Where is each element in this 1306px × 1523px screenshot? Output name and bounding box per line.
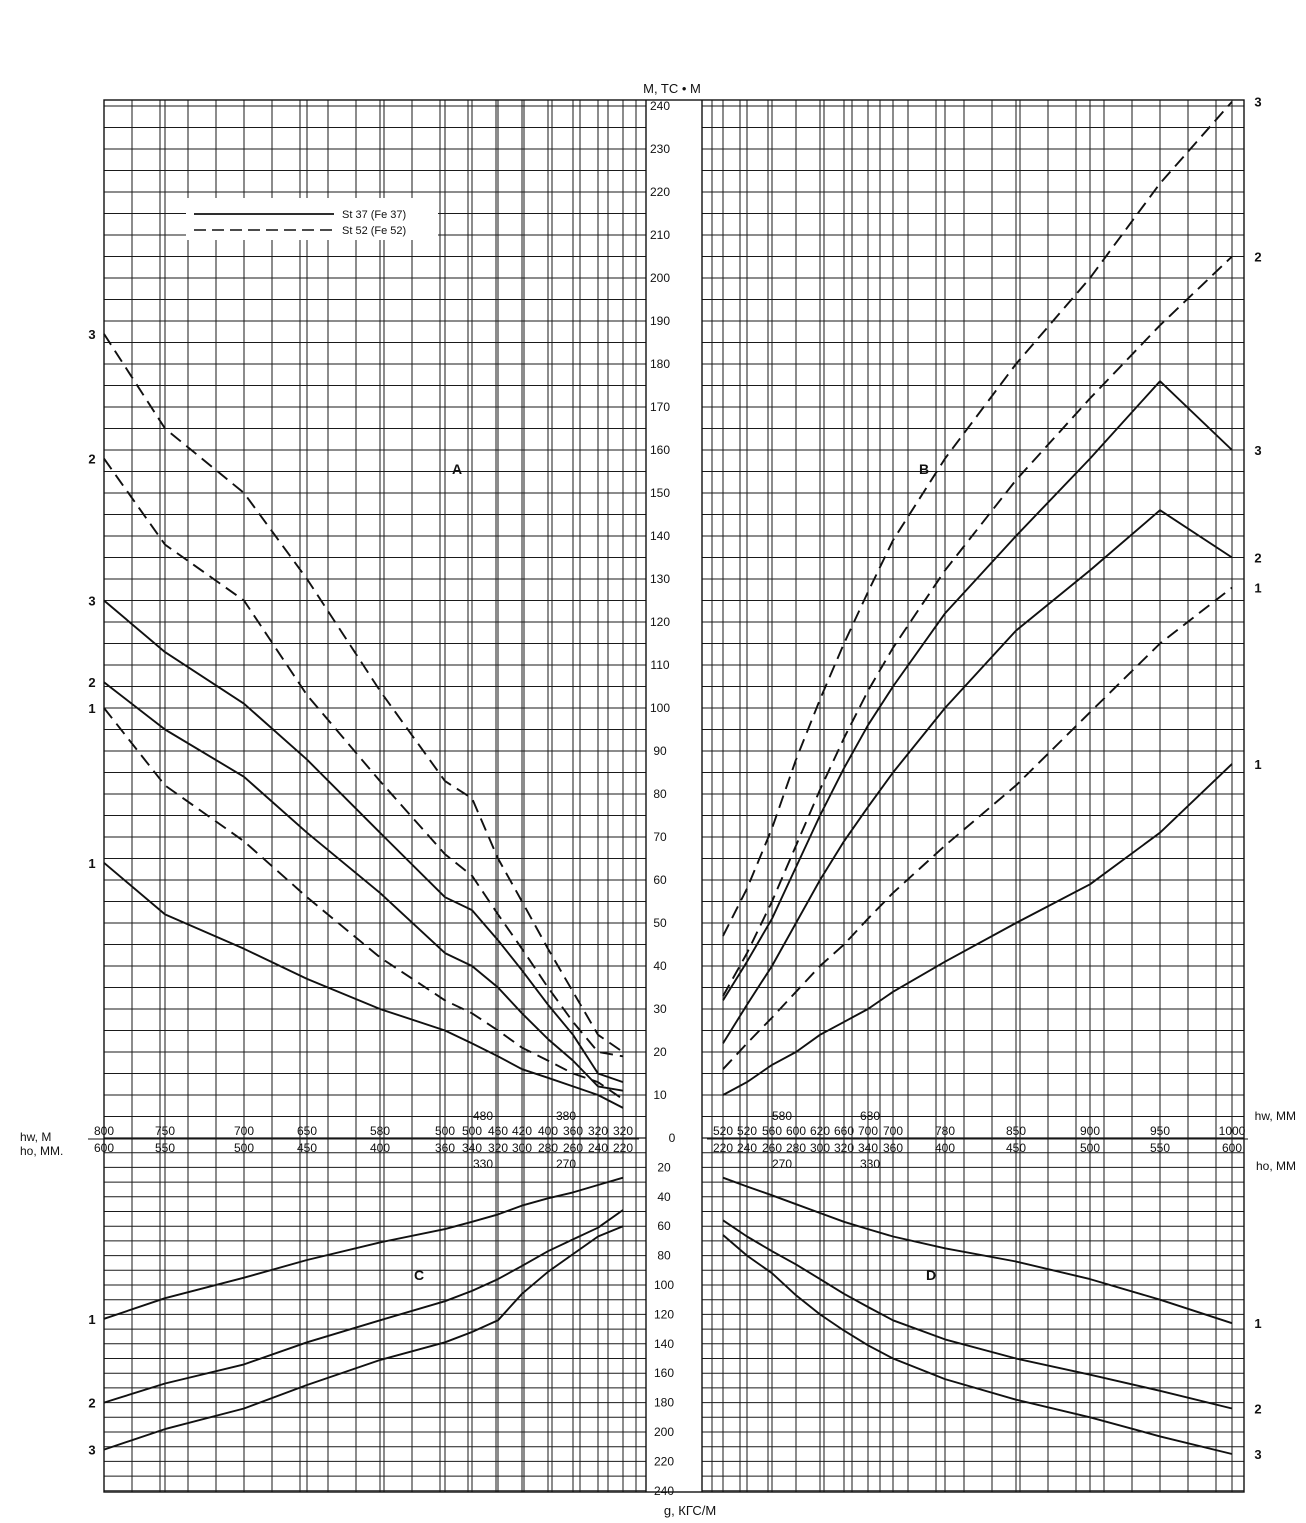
right-ho-tick: 450 bbox=[1005, 1141, 1027, 1155]
right-hw-tick: 700 bbox=[857, 1124, 879, 1138]
left-hw-extra-tick: 380 bbox=[555, 1109, 577, 1123]
left-ho-tick: 260 bbox=[562, 1141, 584, 1155]
left-hw-tick: 400 bbox=[537, 1124, 559, 1138]
right-hw-tick: 560 bbox=[761, 1124, 783, 1138]
moment-tick-label: 210 bbox=[649, 228, 671, 242]
moment-tick-label: 230 bbox=[649, 142, 671, 156]
left-hw-axis-label: hw, M bbox=[20, 1130, 52, 1144]
left-hw-tick: 360 bbox=[562, 1124, 584, 1138]
moment-tick-label: 60 bbox=[653, 873, 667, 887]
left-ho-tick: 500 bbox=[233, 1141, 255, 1155]
curve-end-label: 1 bbox=[1254, 580, 1262, 596]
quadrant-label-b: B bbox=[918, 461, 930, 477]
curve-end-label: 2 bbox=[88, 1395, 96, 1411]
left-ho-tick: 300 bbox=[511, 1141, 533, 1155]
right-ho-tick: 260 bbox=[761, 1141, 783, 1155]
weight-tick-label: 100 bbox=[653, 1278, 675, 1292]
left-ho-extra-tick: 330 bbox=[472, 1157, 494, 1171]
left-ho-tick: 240 bbox=[587, 1141, 609, 1155]
curve-end-label: 2 bbox=[1254, 550, 1262, 566]
curve-end-label: 3 bbox=[1254, 443, 1262, 458]
left-hw-tick: 460 bbox=[487, 1124, 509, 1138]
left-hw-tick: 500 bbox=[434, 1124, 456, 1138]
curve-end-label: 1 bbox=[88, 855, 96, 871]
right-ho-axis-label: ho, MM bbox=[1255, 1159, 1296, 1173]
moment-tick-label: 140 bbox=[649, 529, 671, 543]
legend bbox=[186, 198, 438, 240]
center-axis-top-label: M, TC • M bbox=[643, 81, 701, 96]
moment-tick-label: 220 bbox=[649, 185, 671, 199]
weight-tick-label: 240 bbox=[653, 1483, 675, 1498]
moment-tick-label: 200 bbox=[649, 271, 671, 285]
weight-tick-label: 220 bbox=[653, 1454, 675, 1469]
right-hw-tick: 950 bbox=[1149, 1124, 1171, 1138]
moment-tick-label: 100 bbox=[649, 701, 671, 715]
curve-end-label: 3 bbox=[88, 593, 96, 609]
right-hw-tick: 520 bbox=[712, 1124, 734, 1138]
weight-tick-label: 160 bbox=[653, 1366, 675, 1381]
moment-tick-label: 150 bbox=[649, 486, 671, 500]
center-axis-bottom-label: g, КГС/M bbox=[663, 1503, 717, 1518]
curve-end-label: 1 bbox=[88, 701, 96, 716]
legend-label-st52: St 52 (Fe 52) bbox=[342, 225, 407, 237]
curve-end-label: 3 bbox=[1254, 94, 1262, 110]
right-hw-tick: 850 bbox=[1005, 1124, 1027, 1138]
right-hw-extra-tick: 580 bbox=[771, 1109, 793, 1123]
moment-tick-label: 170 bbox=[649, 400, 671, 414]
curve-end-label: 1 bbox=[1254, 756, 1262, 772]
left-ho-tick: 450 bbox=[296, 1141, 318, 1155]
right-hw-tick: 620 bbox=[809, 1124, 831, 1138]
curve-end-label: 2 bbox=[88, 451, 96, 467]
right-hw-extra-tick: 680 bbox=[859, 1109, 881, 1123]
moment-tick-label: 180 bbox=[649, 357, 671, 371]
moment-tick-label: 120 bbox=[649, 615, 671, 629]
weight-tick-label: 60 bbox=[657, 1219, 671, 1234]
left-ho-tick: 320 bbox=[487, 1141, 509, 1155]
left-hw-extra-tick: 480 bbox=[472, 1109, 494, 1123]
left-hw-tick: 320 bbox=[587, 1124, 609, 1138]
right-hw-tick: 780 bbox=[934, 1124, 956, 1138]
curve-end-label: 2 bbox=[88, 675, 96, 691]
left-hw-tick: 580 bbox=[369, 1124, 391, 1138]
moment-tick-label: 130 bbox=[649, 572, 671, 586]
weight-tick-label: 180 bbox=[653, 1395, 675, 1410]
moment-tick-label: 70 bbox=[653, 830, 667, 844]
right-hw-axis-label: hw, MM bbox=[1254, 1109, 1296, 1123]
legend-label-st37: St 37 (Fe 37) bbox=[342, 209, 407, 221]
right-ho-tick: 550 bbox=[1149, 1141, 1171, 1155]
moment-tick-label: 50 bbox=[653, 916, 667, 930]
curve-end-label: 3 bbox=[1254, 1447, 1262, 1463]
moment-tick-label: 240 bbox=[649, 99, 671, 113]
left-ho-tick: 400 bbox=[369, 1141, 391, 1155]
moment-tick-label: 40 bbox=[653, 959, 667, 973]
right-hw-tick: 900 bbox=[1079, 1124, 1101, 1138]
left-hw-tick: 700 bbox=[233, 1124, 255, 1138]
moment-tick-label: 80 bbox=[653, 787, 667, 801]
moment-tick-label: 160 bbox=[649, 443, 671, 457]
left-hw-tick: 650 bbox=[296, 1124, 318, 1138]
right-hw-tick: 700 bbox=[882, 1124, 904, 1138]
weight-tick-label: 40 bbox=[657, 1189, 671, 1204]
left-ho-axis-label: ho, MM. bbox=[20, 1144, 64, 1158]
moment-tick-label: 190 bbox=[649, 314, 671, 328]
moment-tick-label: 10 bbox=[653, 1088, 667, 1102]
right-hw-tick: 520 bbox=[736, 1124, 758, 1138]
weight-tick-label: 140 bbox=[653, 1336, 675, 1351]
right-ho-extra-tick: 330 bbox=[859, 1157, 881, 1171]
right-ho-tick: 360 bbox=[882, 1141, 904, 1155]
moment-tick-label: 90 bbox=[653, 744, 667, 758]
left-hw-tick: 800 bbox=[93, 1124, 115, 1138]
right-ho-tick: 500 bbox=[1079, 1141, 1101, 1155]
curve-end-label: 1 bbox=[1254, 1316, 1262, 1332]
right-ho-extra-tick: 270 bbox=[771, 1157, 793, 1171]
curve-end-label: 2 bbox=[1254, 249, 1262, 265]
left-ho-tick: 280 bbox=[537, 1141, 559, 1155]
quadrant-label-d: D bbox=[925, 1267, 937, 1283]
left-ho-tick: 600 bbox=[93, 1141, 115, 1155]
right-ho-tick: 600 bbox=[1221, 1141, 1243, 1155]
left-ho-tick: 340 bbox=[461, 1141, 483, 1155]
moment-tick-label: 20 bbox=[653, 1045, 667, 1059]
right-ho-tick: 340 bbox=[857, 1141, 879, 1155]
weight-tick-label: 120 bbox=[653, 1307, 675, 1322]
right-ho-tick: 400 bbox=[934, 1141, 956, 1155]
left-hw-tick: 500 bbox=[461, 1124, 483, 1138]
right-ho-tick: 300 bbox=[809, 1141, 831, 1155]
right-ho-tick: 320 bbox=[833, 1141, 855, 1155]
curve-end-label: 2 bbox=[1254, 1401, 1262, 1417]
left-ho-tick: 550 bbox=[154, 1141, 176, 1155]
quadrant-label-a: A bbox=[451, 461, 463, 477]
right-ho-tick: 280 bbox=[785, 1141, 807, 1155]
weight-tick-label: 200 bbox=[653, 1425, 675, 1439]
moment-tick-label: 110 bbox=[650, 658, 670, 672]
left-hw-tick: 750 bbox=[154, 1124, 176, 1138]
moment-tick-label: 30 bbox=[653, 1002, 667, 1016]
left-hw-tick: 320 bbox=[612, 1124, 634, 1138]
right-hw-tick: 660 bbox=[833, 1124, 855, 1138]
right-ho-tick: 220 bbox=[712, 1141, 734, 1155]
left-ho-tick: 220 bbox=[612, 1141, 634, 1155]
right-ho-tick: 240 bbox=[736, 1141, 758, 1155]
left-ho-extra-tick: 270 bbox=[555, 1157, 577, 1171]
right-hw-tick: 600 bbox=[785, 1124, 807, 1138]
zero-tick-label: 0 bbox=[668, 1131, 676, 1145]
curve-end-label: 3 bbox=[88, 326, 96, 342]
quadrant-label-c: C bbox=[413, 1267, 425, 1283]
left-hw-tick: 420 bbox=[511, 1124, 533, 1138]
right-hw-tick: 1000 bbox=[1218, 1124, 1246, 1138]
weight-tick-label: 80 bbox=[657, 1248, 671, 1263]
curve-end-label: 3 bbox=[88, 1442, 96, 1458]
weight-tick-label: 20 bbox=[657, 1160, 671, 1175]
left-ho-tick: 360 bbox=[434, 1141, 456, 1155]
curve-end-label: 1 bbox=[88, 1311, 96, 1327]
